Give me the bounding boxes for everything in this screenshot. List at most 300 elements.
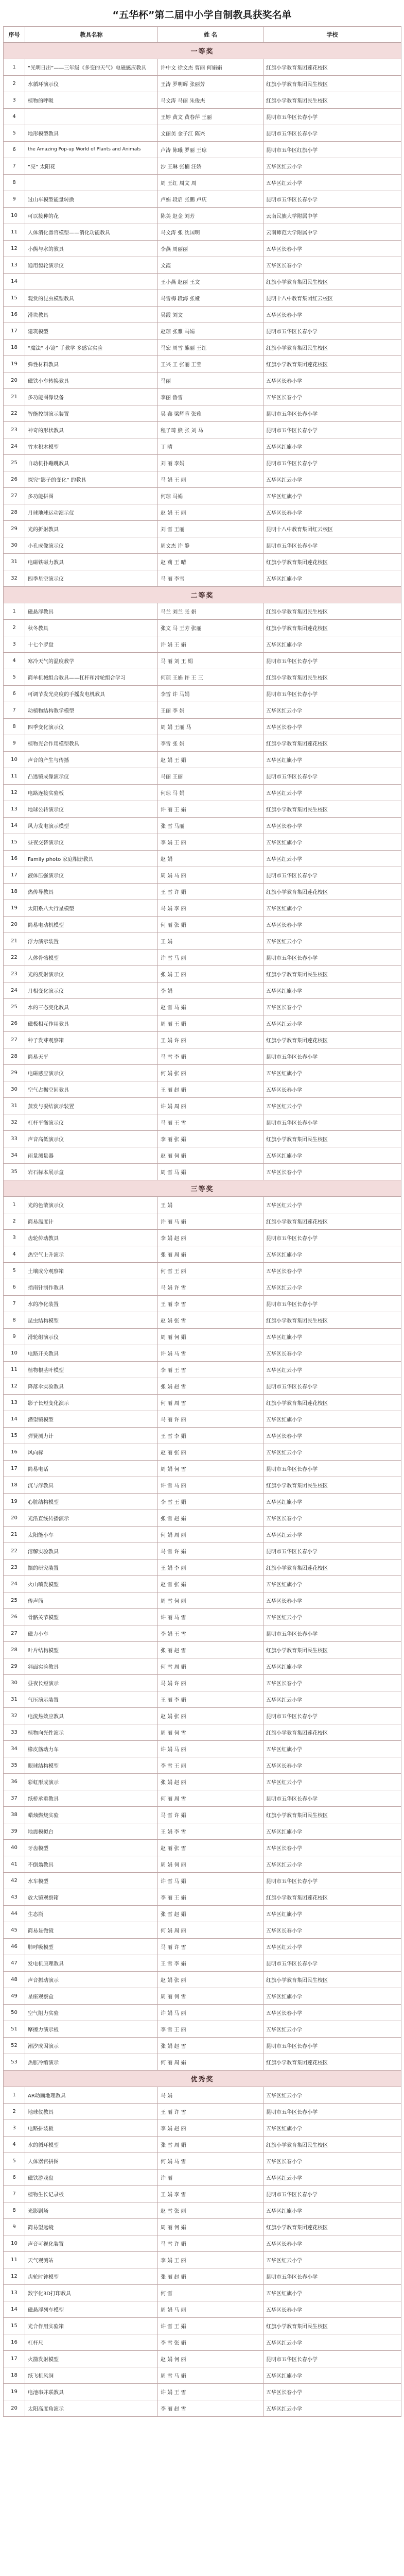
- school-name: 五华区红旗小学: [264, 1065, 401, 1081]
- school-name: 五华区长春小学: [264, 1592, 401, 1609]
- table-row: [4, 570, 401, 587]
- row-number: 25: [4, 1592, 25, 1609]
- school-name: 五华区长春小学: [264, 372, 401, 389]
- work-name: 声音的产生与传播: [25, 752, 158, 768]
- row-number: 17: [4, 1461, 25, 1477]
- school-name: 五华区红旗小学: [264, 1329, 401, 1345]
- table-row: [4, 834, 401, 851]
- work-name: “亮” 太阳花: [25, 158, 158, 175]
- author-names: 张 丽 赵 雪: [158, 1642, 264, 1658]
- author-names: 刘 丽 李娟: [158, 455, 264, 471]
- school-name: 五华区红旗小学: [264, 1988, 401, 2005]
- school-name: 五华区红云小学: [264, 2400, 401, 2417]
- school-name: 五华区红云小学: [264, 175, 401, 191]
- table-row: [4, 2400, 401, 2417]
- row-number: 37: [4, 1790, 25, 1807]
- work-name: 生态瓶: [25, 1906, 158, 1922]
- author-names: 张 丽 周 娟: [158, 1246, 264, 1263]
- author-names: 张文 马 王芳 张丽: [158, 620, 264, 636]
- work-name: 磁悬浮列车模型: [25, 2301, 158, 2318]
- school-name: 五华区长春小学: [264, 818, 401, 834]
- author-names: 周 雪 马 娟: [158, 1164, 264, 1180]
- school-name: 红旗小学教育集团民生校区: [264, 1312, 401, 1329]
- row-number: 27: [4, 1625, 25, 1642]
- work-name: 杠杆平衡演示仪: [25, 1114, 158, 1131]
- author-names: 王 娟 李 雪: [158, 1823, 264, 1840]
- author-names: 马 丽 刘 王 娟: [158, 653, 264, 669]
- row-number: 12: [4, 1378, 25, 1395]
- row-number: 29: [4, 1658, 25, 1675]
- table-row: [4, 109, 401, 125]
- work-name: 传声筒: [25, 1592, 158, 1609]
- row-number: 13: [4, 2285, 25, 2301]
- work-name: 空气占据空间教具: [25, 1081, 158, 1098]
- author-names: 马 丽 李雪: [158, 570, 264, 587]
- work-name: 纸飞机风洞: [25, 2367, 158, 2384]
- school-name: 五华区红旗小学: [264, 752, 401, 768]
- school-name: 昆明市五华区长春小学: [264, 537, 401, 554]
- work-name: 弹簧测力计: [25, 1428, 158, 1444]
- author-names: 张 娟 赵 丽: [158, 1774, 264, 1790]
- row-number: 6: [4, 686, 25, 702]
- table-row: [4, 257, 401, 274]
- table-row: [4, 2301, 401, 2318]
- row-number: 15: [4, 834, 25, 851]
- author-names: 程子琦 熊 张 刘 马: [158, 422, 264, 438]
- work-name: 竹木积木模型: [25, 438, 158, 455]
- work-name: 热空气上升演示: [25, 1246, 158, 1263]
- header-school: 学校: [264, 27, 401, 43]
- row-number: 3: [4, 1230, 25, 1246]
- author-names: 卢娟 段启 张鹏 卢庆: [158, 191, 264, 208]
- table-row: [4, 1378, 401, 1395]
- table-row: [4, 158, 401, 175]
- school-name: 五华区红云小学: [264, 2021, 401, 2038]
- school-name: 五华区红云小学: [264, 1939, 401, 1955]
- author-names: 赵 娟 王 丽: [158, 504, 264, 521]
- school-name: 五华区红旗小学: [264, 570, 401, 587]
- table-row: [4, 2153, 401, 2170]
- table-row: [4, 1873, 401, 1889]
- school-name: 红旗小学教育集团莲花校区: [264, 1560, 401, 1576]
- table-row: [4, 1527, 401, 1543]
- table-row: [4, 1972, 401, 1988]
- table-row: [4, 2351, 401, 2367]
- author-names: 许 丽 马 雪: [158, 1609, 264, 1625]
- school-name: 五华区长春小学: [264, 1675, 401, 1691]
- work-name: 探究“影子的变化” 的教具: [25, 471, 158, 488]
- table-row: [4, 537, 401, 554]
- work-name: 可以接种的花: [25, 208, 158, 224]
- row-number: 50: [4, 2005, 25, 2021]
- school-name: 五华区长春小学: [264, 241, 401, 257]
- work-name: [25, 175, 158, 191]
- author-names: 李 雪 王 娟: [158, 1494, 264, 1510]
- author-names: 何 雪 王 丽: [158, 1263, 264, 1279]
- school-name: 红旗小学教育集团民生校区: [264, 76, 401, 92]
- table-row: [4, 1246, 401, 1263]
- table-row: [4, 2285, 401, 2301]
- work-name: 蜡烛燃烧实验: [25, 1807, 158, 1823]
- row-number: 8: [4, 175, 25, 191]
- row-number: 17: [4, 2351, 25, 2367]
- work-name: 摩擦力演示板: [25, 2021, 158, 2038]
- author-names: 赵 雪 张 娟: [158, 1576, 264, 1592]
- table-row: [4, 1362, 401, 1378]
- row-number: 31: [4, 1691, 25, 1708]
- table-row: [4, 372, 401, 389]
- work-name: 声音高低演示仪: [25, 1131, 158, 1147]
- table-row: [4, 1329, 401, 1345]
- work-name: [25, 274, 158, 290]
- table-row: [4, 1048, 401, 1065]
- table-row: [4, 1230, 401, 1246]
- author-names: 李 娟: [158, 982, 264, 999]
- row-number: 12: [4, 2268, 25, 2285]
- author-names: 周 娟 王丽 马: [158, 719, 264, 735]
- school-name: 五华区红旗小学: [264, 1906, 401, 1922]
- school-name: 红旗小学教育集团莲花校区: [264, 356, 401, 372]
- school-name: 红旗小学教育集团莲花校区: [264, 2054, 401, 2071]
- table-row: [4, 1955, 401, 1972]
- author-names: 马雪梅 段海 张娅: [158, 290, 264, 307]
- row-number: 16: [4, 2334, 25, 2351]
- table-row: [4, 1477, 401, 1494]
- row-number: 32: [4, 1114, 25, 1131]
- work-name: 气压演示装置: [25, 1691, 158, 1708]
- school-name: 五华区红旗小学: [264, 1741, 401, 1757]
- row-number: 39: [4, 1823, 25, 1840]
- table-row: [4, 1197, 401, 1213]
- author-names: 马 娟: [158, 2087, 264, 2104]
- work-name: 磁铁游戏盘: [25, 2170, 158, 2186]
- row-number: 45: [4, 1922, 25, 1939]
- table-row: [4, 1098, 401, 1114]
- author-names: 李燕 周丽丽: [158, 241, 264, 257]
- row-number: 16: [4, 851, 25, 867]
- table-row: [4, 1642, 401, 1658]
- author-names: 周 娟 马 丽: [158, 867, 264, 884]
- table-row: [4, 686, 401, 702]
- school-name: 五华区长春小学: [264, 2005, 401, 2021]
- school-name: 五华区长春小学: [264, 917, 401, 933]
- work-name: 彩虹形成演示: [25, 1774, 158, 1790]
- row-number: 10: [4, 2235, 25, 2252]
- author-names: 周 娟 何 雪: [158, 1461, 264, 1477]
- work-name: 地球仪教具: [25, 2104, 158, 2120]
- work-name: 光的折射教具: [25, 521, 158, 537]
- school-name: 五华区红旗小学: [264, 2285, 401, 2301]
- row-number: 4: [4, 2137, 25, 2153]
- school-name: 昆明市五华区长春小学: [264, 191, 401, 208]
- row-number: 26: [4, 471, 25, 488]
- row-number: 28: [4, 1048, 25, 1065]
- author-names: 周 王红 周文 周: [158, 175, 264, 191]
- school-name: 五华区红云小学: [264, 702, 401, 719]
- table-row: [4, 2318, 401, 2334]
- school-name: 红旗小学教育集团民生校区: [264, 1972, 401, 1988]
- author-names: 丁 晴: [158, 438, 264, 455]
- table-row: [4, 2384, 401, 2400]
- school-name: 昆明市五华区长春小学: [264, 768, 401, 785]
- author-names: 许 雪 王 娟: [158, 2318, 264, 2334]
- school-name: 五华区红云小学: [264, 1444, 401, 1461]
- row-number: 24: [4, 982, 25, 999]
- table-row: [4, 1263, 401, 1279]
- author-names: 李 丽 王 雪: [158, 1362, 264, 1378]
- row-number: 10: [4, 208, 25, 224]
- work-name: 潜望镜模型: [25, 1411, 158, 1428]
- table-row: [4, 323, 401, 340]
- table-row: [4, 2137, 401, 2153]
- school-name: 五华区红云小学: [264, 785, 401, 801]
- work-name: 小熊与水的教具: [25, 241, 158, 257]
- school-name: 五华区红旗小学: [264, 636, 401, 653]
- author-names: 王 雪 许 娟: [158, 884, 264, 900]
- author-names: 李 雪 王 丽: [158, 2021, 264, 2038]
- work-name: 齿轮传动教具: [25, 1230, 158, 1246]
- work-name: 光影剧场: [25, 2202, 158, 2219]
- work-name: 水的三态变化教具: [25, 999, 158, 1015]
- work-name: 弹性材料教具: [25, 356, 158, 372]
- work-name: 磁悬浮教具: [25, 603, 158, 620]
- row-number: 1: [4, 1197, 25, 1213]
- school-name: 五华区长春小学: [264, 2153, 401, 2170]
- row-number: 5: [4, 669, 25, 686]
- row-number: 30: [4, 1081, 25, 1098]
- author-names: 张 雪 周 娟: [158, 2137, 264, 2153]
- row-number: 1: [4, 2087, 25, 2104]
- row-number: 49: [4, 1988, 25, 2005]
- table-row: [4, 735, 401, 752]
- row-number: 33: [4, 1724, 25, 1741]
- author-names: 何 娟 周 丽: [158, 1527, 264, 1543]
- table-row: [4, 2170, 401, 2186]
- work-name: 简易望远镜: [25, 2219, 158, 2235]
- school-name: 五华区长春小学: [264, 257, 401, 274]
- work-name: 火箭发射模型: [25, 2351, 158, 2367]
- author-names: 刘 雪 王丽: [158, 521, 264, 537]
- table-row: [4, 1823, 401, 1840]
- table-row: [4, 142, 401, 158]
- row-number: 19: [4, 900, 25, 917]
- work-name: 空气阻力实验: [25, 2005, 158, 2021]
- row-number: 20: [4, 2400, 25, 2417]
- school-name: 昆明市五华区长春小学: [264, 1625, 401, 1642]
- school-name: 五华区长春小学: [264, 1081, 401, 1098]
- row-number: 19: [4, 2384, 25, 2400]
- work-name: 雨量测量器: [25, 1147, 158, 1164]
- author-names: 周 娟 马 丽: [158, 2301, 264, 2318]
- row-number: 6: [4, 2170, 25, 2186]
- school-name: 五华区红旗小学: [264, 2202, 401, 2219]
- author-names: 李 娟 赵 丽: [158, 1230, 264, 1246]
- table-row: [4, 1114, 401, 1131]
- school-name: 红旗小学教育集团民生校区: [264, 92, 401, 109]
- school-name: 五华区红云小学: [264, 1279, 401, 1296]
- row-number: 22: [4, 1543, 25, 1560]
- author-names: 李 娟 王 丽: [158, 2252, 264, 2268]
- school-name: 昆明市五华区长春小学: [264, 1955, 401, 1972]
- author-names: 马 丽 许 雪: [158, 1939, 264, 1955]
- school-name: 红旗小学教育集团莲花校区: [264, 2219, 401, 2235]
- school-name: 昆明市五华区长春小学: [264, 2186, 401, 2202]
- work-name: 可调节发光亮度的手摇发电机教具: [25, 686, 158, 702]
- table-row: [4, 1345, 401, 1362]
- table-row: [4, 752, 401, 768]
- school-name: 五华区红云小学: [264, 1015, 401, 1032]
- school-name: 五华区红旗小学: [264, 1494, 401, 1510]
- table-row: [4, 950, 401, 966]
- school-name: 五华区红云小学: [264, 1098, 401, 1114]
- work-name: Family photo 家庭相册教具: [25, 851, 158, 867]
- work-name: 电路拼装板: [25, 2120, 158, 2137]
- work-name: 牙齿模型: [25, 1840, 158, 1856]
- row-number: 41: [4, 1856, 25, 1873]
- author-names: 王 娟: [158, 1197, 264, 1213]
- work-name: 水的循环模型: [25, 2137, 158, 2153]
- row-number: 35: [4, 1164, 25, 1180]
- work-name: 杠杆尺: [25, 2334, 158, 2351]
- author-names: 赵 丽 何 娟: [158, 1147, 264, 1164]
- table-row: [4, 224, 401, 241]
- table-row: [4, 356, 401, 372]
- work-name: 昆虫结构模型: [25, 1312, 158, 1329]
- row-number: 2: [4, 76, 25, 92]
- work-name: 昼夜交替演示仪: [25, 834, 158, 851]
- school-name: 昆明市五华区长春小学: [264, 2268, 401, 2285]
- author-names: 沙 王琳 张楠 汪娇: [158, 158, 264, 175]
- work-name: 简易显微镜: [25, 1922, 158, 1939]
- author-names: 许 娟 马 雪: [158, 1345, 264, 1362]
- school-name: 昆明市五华区长春小学: [264, 323, 401, 340]
- author-names: 张 雪 赵 娟: [158, 1906, 264, 1922]
- table-row: [4, 1922, 401, 1939]
- work-name: 电池串并联教具: [25, 2384, 158, 2400]
- table-row: [4, 1889, 401, 1906]
- row-number: 16: [4, 1444, 25, 1461]
- table-row: [4, 554, 401, 570]
- work-name: 土壤成分观察箱: [25, 1263, 158, 1279]
- school-name: 昆明市五华区长春小学: [264, 405, 401, 422]
- row-number: 3: [4, 636, 25, 653]
- table-row: [4, 307, 401, 323]
- author-names: 王小燕 赵丽 王文: [158, 274, 264, 290]
- work-name: 观赏的昆虫模型教具: [25, 290, 158, 307]
- work-name: 潮汐成因演示: [25, 2038, 158, 2054]
- row-number: 18: [4, 1477, 25, 1494]
- row-number: 30: [4, 537, 25, 554]
- school-name: 五华区红旗小学: [264, 1246, 401, 1263]
- work-name: 齿轮时钟模型: [25, 2268, 158, 2285]
- author-names: 李 娟 王 丽: [158, 834, 264, 851]
- author-names: 王 丽 李 雪: [158, 1296, 264, 1312]
- school-name: 昆明市五华区长春小学: [264, 2104, 401, 2120]
- author-names: 周 丽 何 雪: [158, 1988, 264, 2005]
- table-row: [4, 653, 401, 669]
- row-number: 19: [4, 1494, 25, 1510]
- table-row: [4, 1147, 401, 1164]
- author-names: 马 雪 李 娟: [158, 1048, 264, 1065]
- work-name: 人体器官拼图: [25, 2153, 158, 2170]
- author-names: 周 娟 何 丽: [158, 1856, 264, 1873]
- work-name: 自动机扑蹦跳教具: [25, 455, 158, 471]
- header-work: 教具名称: [25, 27, 158, 43]
- author-names: 陈美 赵金 刘芳: [158, 208, 264, 224]
- author-names: 李 娟 王 雪: [158, 1625, 264, 1642]
- row-number: 5: [4, 1263, 25, 1279]
- work-name: 不倒翁教具: [25, 1856, 158, 1873]
- school-name: 红旗小学教育集团民生校区: [264, 2137, 401, 2153]
- row-number: 29: [4, 521, 25, 537]
- row-number: 35: [4, 1757, 25, 1774]
- school-name: 五华区红旗小学: [264, 1823, 401, 1840]
- author-names: 何琼 马娟: [158, 488, 264, 504]
- author-names: 何 丽 张 娟: [158, 917, 264, 933]
- work-name: 四季星空演示仪: [25, 570, 158, 587]
- row-number: 17: [4, 867, 25, 884]
- work-name: 发电机原理教具: [25, 1955, 158, 1972]
- section-label: 二等奖: [4, 587, 401, 603]
- author-names: 张 娟 王 丽: [158, 966, 264, 982]
- work-name: 寒冷天气的温度教学: [25, 653, 158, 669]
- table-row: [4, 504, 401, 521]
- author-names: 马文涛 张 沈国明: [158, 224, 264, 241]
- row-number: 11: [4, 1362, 25, 1378]
- work-name: 智能控制演示装置: [25, 405, 158, 422]
- work-name: 影子长短变化演示: [25, 1395, 158, 1411]
- table-row: [4, 1658, 401, 1675]
- work-name: 水的净化装置: [25, 1296, 158, 1312]
- author-names: 卢涛 陈曦 罗丽 王琼: [158, 142, 264, 158]
- school-name: 红旗小学教育集团莲花校区: [264, 1032, 401, 1048]
- table-row: [4, 1279, 401, 1296]
- author-names: 马 娟 许 丽: [158, 1675, 264, 1691]
- row-number: 34: [4, 1147, 25, 1164]
- table-row: [4, 1807, 401, 1823]
- table-row: [4, 1213, 401, 1230]
- work-name: 浮力演示装置: [25, 933, 158, 950]
- table-row: [4, 2202, 401, 2219]
- author-names: 赵 娟 张 丽: [158, 1708, 264, 1724]
- work-name: 种子发芽观察箱: [25, 1032, 158, 1048]
- table-row: [4, 521, 401, 537]
- school-name: 昆明市五华区长春小学: [264, 2351, 401, 2367]
- table-row: [4, 488, 401, 504]
- work-name: 磁铁小车转换教具: [25, 372, 158, 389]
- school-name: 五华区红云小学: [264, 471, 401, 488]
- work-name: 植物根茎叶模型: [25, 1362, 158, 1378]
- work-name: 放大镜观察箱: [25, 1889, 158, 1906]
- author-names: 王 娟: [158, 933, 264, 950]
- author-names: 马 雪 许 娟: [158, 1807, 264, 1823]
- table-row: [4, 1625, 401, 1642]
- school-name: 红旗小学教育集团民生校区: [264, 1642, 401, 1658]
- section-header-row: [4, 587, 401, 603]
- school-name: 红旗小学教育集团民生校区: [264, 340, 401, 356]
- author-names: 马文涛 马丽 朱俊杰: [158, 92, 264, 109]
- work-name: 纸桥承重教具: [25, 1790, 158, 1807]
- row-number: 14: [4, 1411, 25, 1428]
- row-number: 23: [4, 1560, 25, 1576]
- row-number: 20: [4, 1510, 25, 1527]
- work-name: 声音振动演示: [25, 1972, 158, 1988]
- work-name: 光的反射演示仪: [25, 966, 158, 982]
- work-name: 声音可视化装置: [25, 2235, 158, 2252]
- author-names: 许 丽: [158, 2170, 264, 2186]
- row-number: 8: [4, 2202, 25, 2219]
- work-name: 光合作用实验箱: [25, 2318, 158, 2334]
